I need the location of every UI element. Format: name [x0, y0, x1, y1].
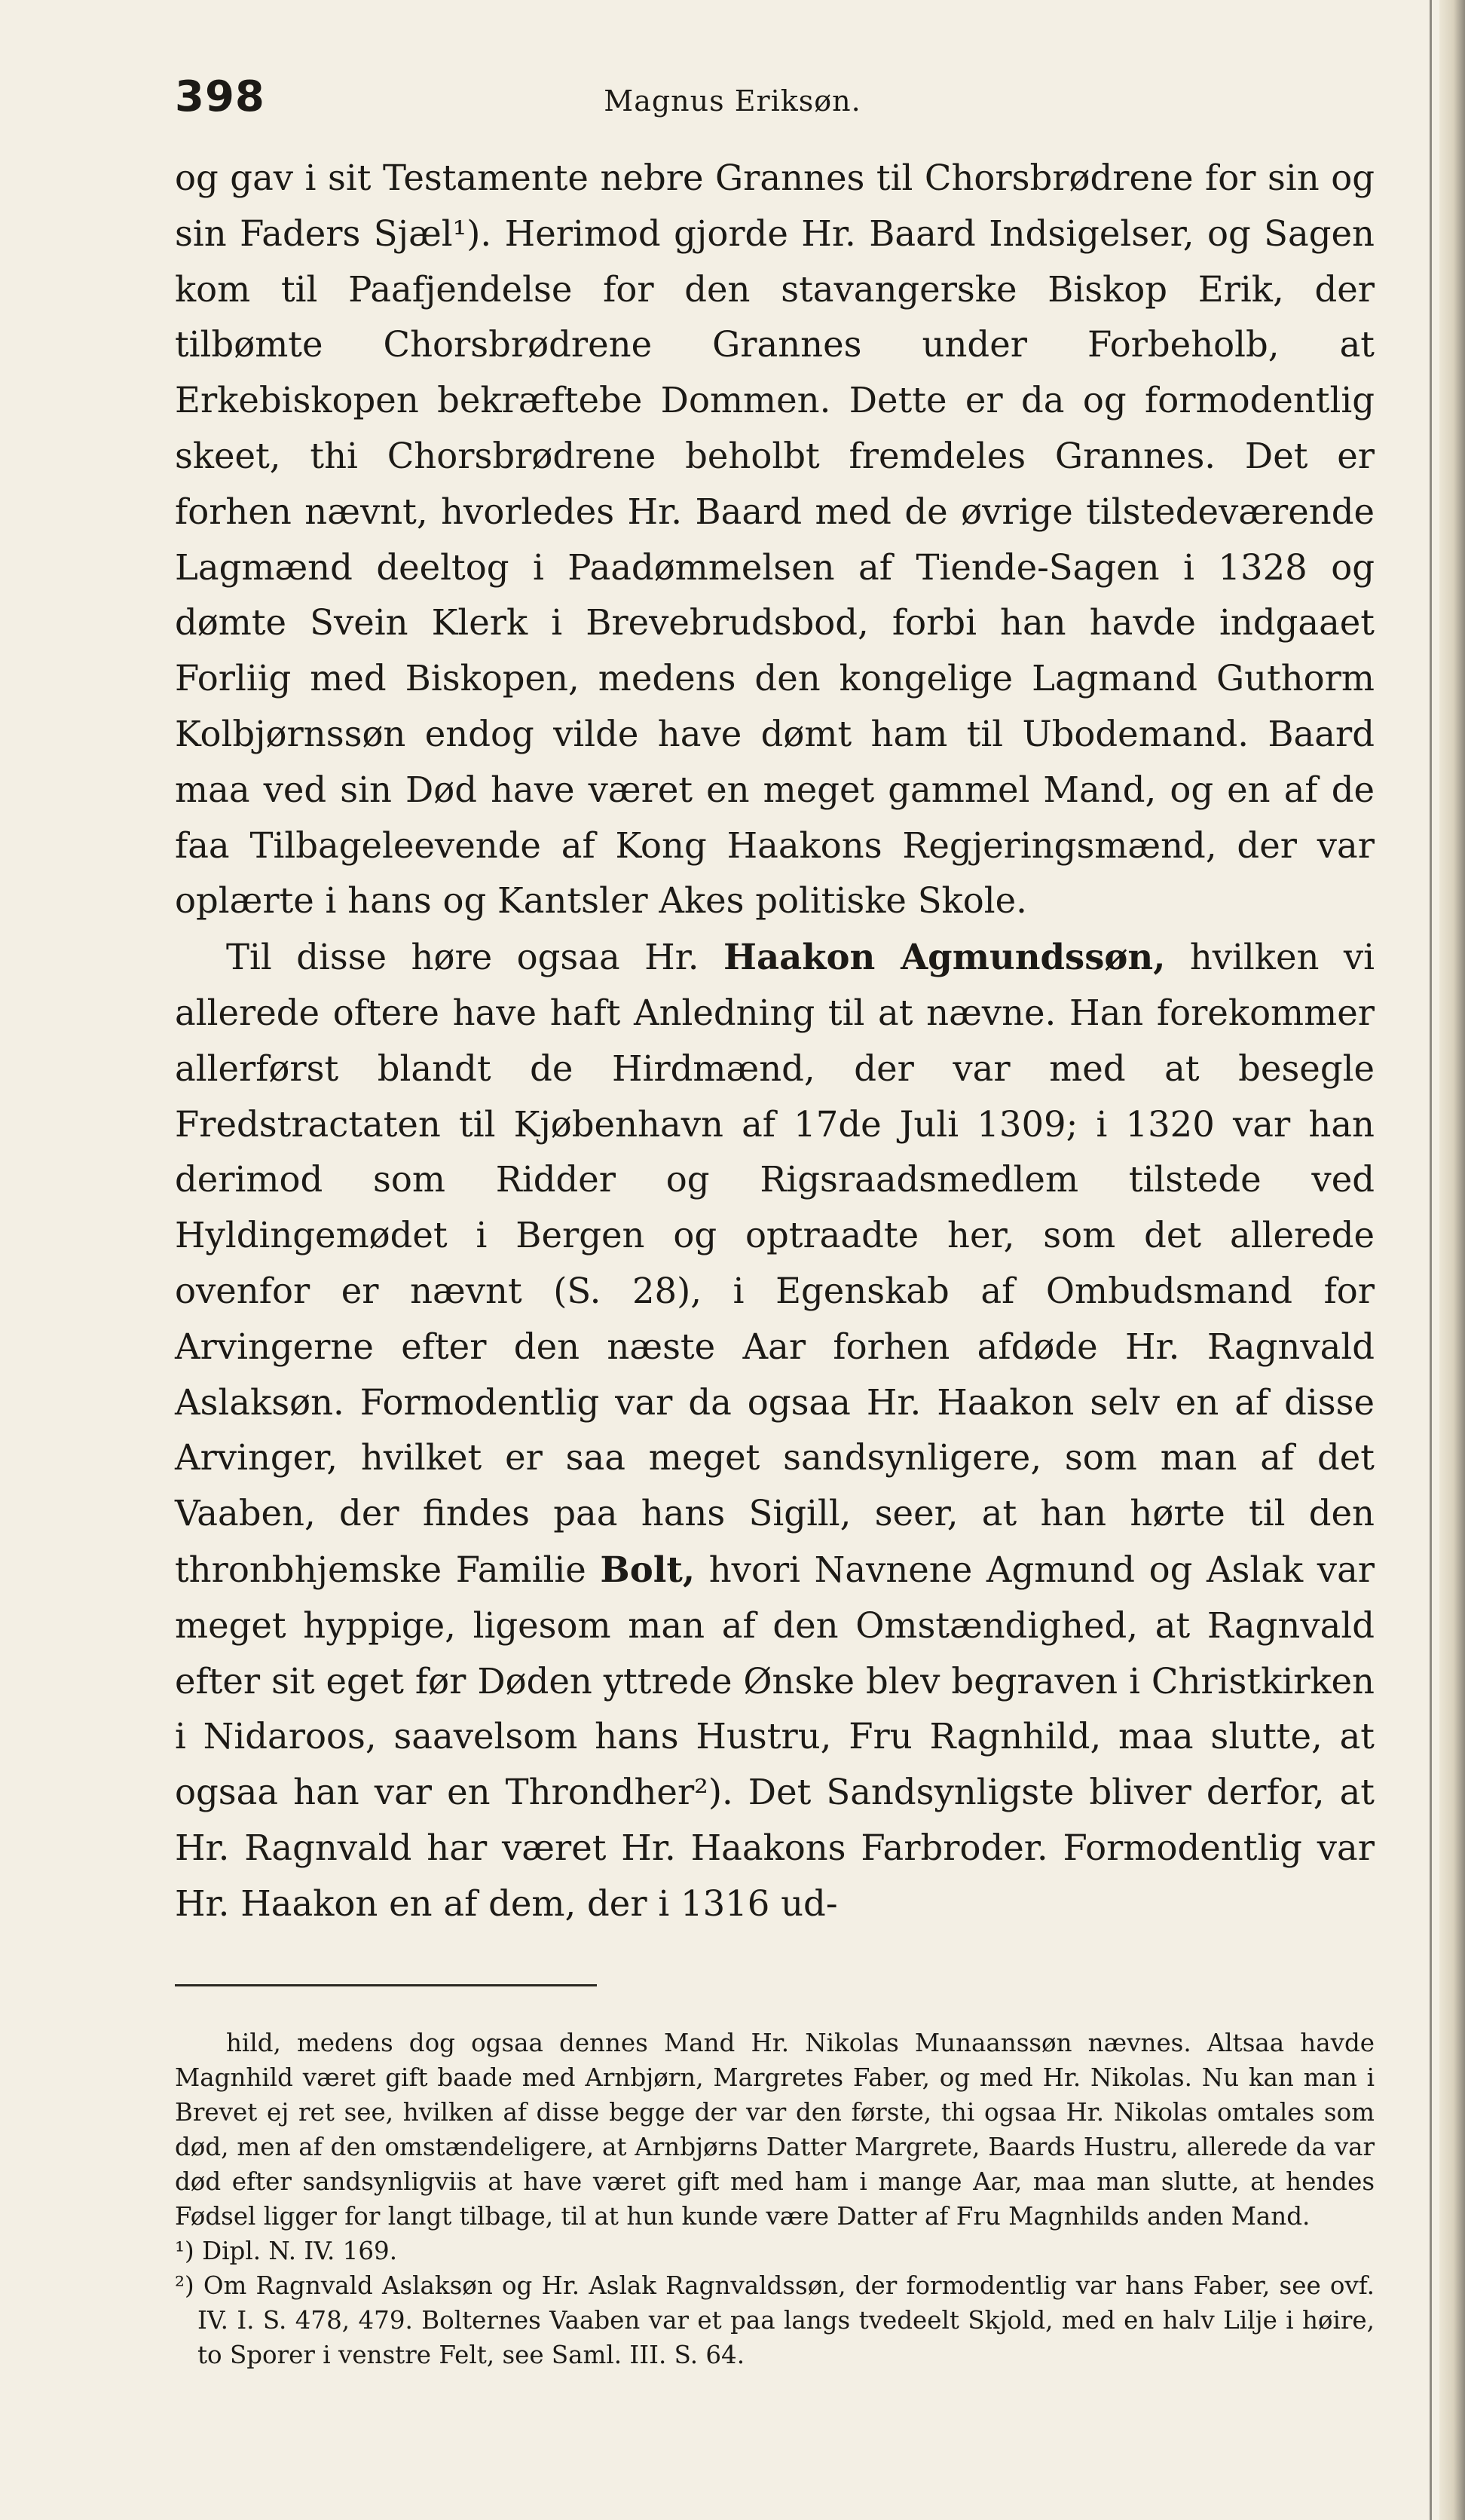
footnote-marker: ¹) [175, 2237, 194, 2265]
paragraph-text: hvori Navnene Agmund og Aslak var meget hyppige, ligesom man af den Omstændighed, at Ragnvald efter sit eget før Døden yttrede Ønske blev begraven i Christkirken i Nidaroos, saavelsom hans Hustru, Fru Ragnhild, maa slutte, at ogsaa han var en Throndher²). Det Sandsynligste bliver derfor, at Hr. Ragnvald har været Hr. Haakons Farbroder. Formodentlig var Hr. Haakon en af dem, der i 1316 ud- [175, 1549, 1375, 1924]
main-text [175, 151, 1375, 1932]
footnote-1 [175, 2234, 1375, 2268]
running-head: Magnus Eriksøn. [604, 84, 861, 118]
footnote-continuation: hild, medens dog ogsaa dennes Mand Hr. Nikolas Munaanssøn nævnes. Altsaa havde Magnhild været gift baade med Arnbjørn, Margretes Faber, og med Hr. Nikolas. Nu kan man i Brevet ej ret see, hvilken af disse begge der var den første, thi ogsaa Hr. Nikolas omtales som død, men af den omstændeligere, at Arnbjørns Datter Margrete, Baards Hustru, allerede da var død efter sandsynligviis at have været gift med ham i mange Aar, maa man slutte, at hendes Fødsel ligger for langt tilbage, til at hun kunde være Datter af Fru Magnhilds anden Mand. [175, 2029, 1375, 2231]
footnote-text: Dipl. N. IV. 169. [202, 2237, 398, 2265]
paragraph [175, 929, 1375, 1931]
footnotes [175, 2026, 1375, 2372]
page-number: 398 [175, 72, 265, 121]
page-gutter-line [1430, 0, 1432, 2520]
footnote-text: Om Ragnvald Aslaksøn og Hr. Aslak Ragnvaldssøn, der formodentlig var hans Faber, see ovf. IV. I. S. 478, 479. Bolternes Vaaben var et paa langs tvedeelt Skjold, med en halv Lilje i høire, to Sporer i venstre Felt, see Saml. III. S. 64. [197, 2271, 1375, 2369]
person-name-bold: Haakon Agmundssøn, [723, 936, 1166, 978]
footnote-divider [175, 1984, 597, 1986]
paragraph-intro: Til disse høre ogsaa Hr. [226, 937, 699, 978]
paragraph-text: hvilken vi allerede oftere have haft Anledning til at nævne. Han forekommer allerførst blandt de Hirdmænd, der var med at besegle Fredstractaten til Kjøbenhavn af 17de Juli 1309; i 1320 var han derimod som Ridder og Rigsraadsmedlem tilstede ved Hyldingemødet i Bergen og optraadte her, som det allerede ovenfor er nævnt (S. 28), i Egenskab af Ombudsmand for Arvingerne efter den næste Aar forhen afdøde Hr. Ragnvald Aslaksøn. Formodentlig var da ogsaa Hr. Haakon selv en af disse Arvinger, hvilket er saa meget sandsynligere, som man af det Vaaben, der findes paa hans Sigill, seer, at han hørte til den thronbhjemske Familie [175, 937, 1375, 1590]
paragraph: og gav i sit Testamente nebre Grannes til Chorsbrødrene for sin og sin Faders Sjæl¹). Herimod gjorde Hr. Baard Indsigelser, og Sagen kom til Paafjendelse for den stavangerske Biskop Erik, der tilbømte Chorsbrødrene Grannes under Forbeholb, at Erkebiskopen bekræftebe Dommen. Dette er da og formodentlig skeet, thi Chorsbrødrene beholbt fremdeles Grannes. Det er forhen nævnt, hvorledes Hr. Baard med de øvrige tilstedeværende Lagmænd deeltog i Paadømmelsen af Tiende-Sagen i 1328 og dømte Svein Klerk i Brevebrudsbod, forbi han havde indgaaet Forliig med Biskopen, medens den kongelige Lagmand Guthorm Kolbjørnssøn endog vilde have dømt ham til Ubodemand. Baard maa ved sin Død have været en meget gammel Mand, og en af de faa Tilbageleevende af Kong Haakons Regjeringsmænd, der var oplærte i hans og Kantsler Akes politiske Skole. [175, 158, 1375, 922]
footnote-2 [175, 2268, 1375, 2372]
page-edge-shadow [1439, 0, 1465, 2520]
footnote-marker: ²) [175, 2271, 194, 2300]
family-name-bold: Bolt, [600, 1548, 696, 1590]
